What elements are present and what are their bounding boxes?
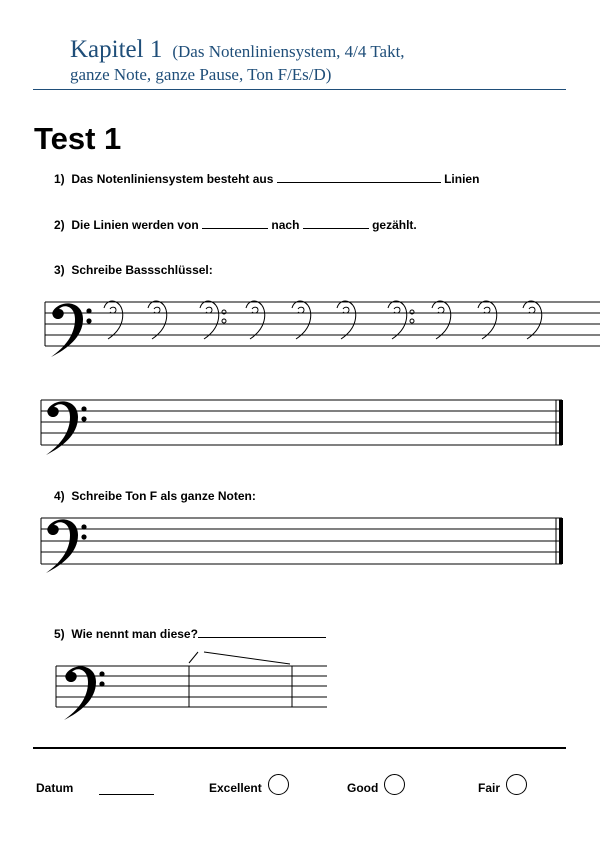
date-field[interactable]: [99, 794, 154, 795]
rating-excellent-label: Excellent: [209, 781, 262, 795]
bass-clef-icon: [51, 303, 92, 357]
rating-good-label: Good: [347, 781, 379, 795]
staff-note-writing[interactable]: [41, 518, 563, 573]
rating-fair-label: Fair: [478, 781, 501, 795]
question-number: 3): [54, 263, 65, 277]
bass-clef-outline-icon: [104, 301, 123, 339]
question-number: 5): [54, 627, 65, 641]
staff-practice-clefs[interactable]: [45, 301, 600, 357]
question-text: Schreibe Ton F als ganze Noten:: [71, 489, 256, 503]
bass-clef-icon: [46, 401, 87, 455]
staff-barlines-example: [56, 652, 327, 720]
question-suffix: gezählt.: [372, 218, 417, 232]
bass-clef-icon: [64, 666, 105, 720]
question-number: 4): [54, 489, 65, 503]
date-label: Datum: [36, 781, 74, 795]
bass-clef-outline-icon: [292, 301, 311, 339]
bass-clef-outline-icon: [337, 301, 356, 339]
question-text: Das Notenliniensystem besteht aus: [71, 172, 274, 186]
rating-fair-circle[interactable]: [506, 774, 527, 795]
chapter-title: Kapitel 1: [70, 36, 163, 63]
footer-divider: [33, 747, 566, 749]
staff-clef-writing[interactable]: [41, 400, 563, 455]
test-title: Test 1: [34, 121, 122, 156]
question-suffix: Linien: [444, 172, 480, 186]
question-number: 2): [54, 218, 65, 232]
chapter-subtitle-line2: ganze Note, ganze Pause, Ton F/Es/D): [70, 65, 332, 84]
bass-clef-outline-icon: [523, 301, 542, 339]
bass-clef-outline-icon: [200, 301, 226, 339]
question-middle: nach: [271, 218, 300, 232]
bass-clef-outline-icon: [246, 301, 265, 339]
question-text: Schreibe Bassschlüssel:: [71, 263, 213, 277]
bass-clef-icon: [46, 519, 87, 573]
chapter-subtitle-line1: (Das Notenliniensystem, 4/4 Takt,: [172, 42, 405, 61]
rating-good-circle[interactable]: [384, 774, 405, 795]
question-text: Die Linien werden von: [71, 218, 199, 232]
rating-excellent-circle[interactable]: [268, 774, 289, 795]
question-number: 1): [54, 172, 65, 186]
bass-clef-outline-icon: [148, 301, 167, 339]
bass-clef-outline-icon: [478, 301, 497, 339]
bass-clef-outline-icon: [432, 301, 451, 339]
question-text: Wie nennt man diese?: [71, 627, 198, 641]
bass-clef-outline-icon: [388, 301, 414, 339]
